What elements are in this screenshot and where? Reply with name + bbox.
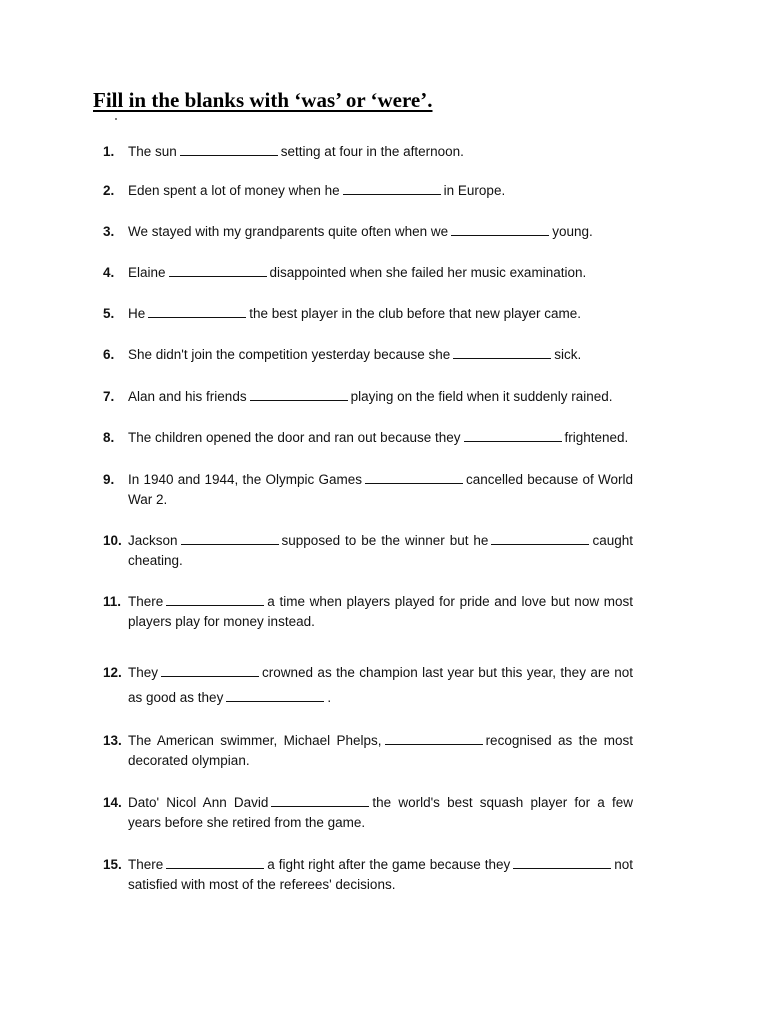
question-item: [103, 263, 633, 283]
answer-blank[interactable]: [365, 471, 463, 484]
question-number: 2.: [103, 183, 115, 198]
question-number: 8.: [103, 430, 115, 445]
question-number: 10.: [103, 533, 122, 548]
answer-blank[interactable]: [451, 223, 549, 236]
question-number: 4.: [103, 265, 115, 280]
stray-mark: [115, 118, 117, 120]
question-item: [103, 142, 633, 162]
question-text: He the best player in the club before that new player came.: [128, 306, 581, 321]
question-number: 12.: [103, 665, 122, 680]
question-item: [103, 345, 633, 365]
answer-blank[interactable]: [513, 856, 611, 869]
question-number: 3.: [103, 224, 115, 239]
answer-blank[interactable]: [181, 532, 279, 545]
answer-blank[interactable]: [271, 794, 369, 807]
question-text: Dato' Nicol Ann David the world's best squash player for a few years before she retired from the game.: [128, 795, 633, 830]
question-number: 5.: [103, 306, 115, 321]
question-item: [103, 387, 633, 407]
question-text: She didn't join the competition yesterday because she sick.: [128, 347, 582, 362]
answer-blank[interactable]: [343, 182, 441, 195]
question-item: [103, 428, 633, 448]
question-number: 14.: [103, 795, 122, 810]
question-item: [103, 592, 633, 632]
question-text: The children opened the door and ran out because they frightened.: [128, 430, 629, 445]
question-text: We stayed with my grandparents quite often when we young.: [128, 224, 593, 239]
question-item: [103, 855, 633, 895]
question-text: There a fight right after the game because they not satisfied with most of the referees' decisions.: [128, 857, 633, 892]
answer-blank[interactable]: [169, 264, 267, 277]
answer-blank[interactable]: [226, 689, 324, 702]
question-number: 13.: [103, 733, 122, 748]
worksheet-title: Fill in the blanks with ‘was’ or ‘were’.: [93, 88, 433, 112]
answer-blank[interactable]: [148, 305, 246, 318]
question-item: [103, 731, 633, 771]
question-text: In 1940 and 1944, the Olympic Games cancelled because of World War 2.: [128, 472, 633, 507]
question-item: [103, 181, 633, 201]
question-text: The sun setting at four in the afternoon.: [128, 144, 464, 159]
answer-blank[interactable]: [453, 346, 551, 359]
question-item: [103, 470, 633, 510]
question-number: 7.: [103, 389, 115, 404]
answer-blank[interactable]: [491, 532, 589, 545]
question-text: Elaine disappointed when she failed her music examination.: [128, 265, 587, 280]
question-text: There a time when players played for pride and love but now most players play for money instead.: [128, 594, 633, 629]
answer-blank[interactable]: [250, 388, 348, 401]
question-item: [103, 304, 633, 324]
question-number: 6.: [103, 347, 115, 362]
question-number: 1.: [103, 144, 115, 159]
question-text: The American swimmer, Michael Phelps, recognised as the most decorated olympian.: [128, 733, 633, 768]
question-item: [103, 793, 633, 833]
question-text: Eden spent a lot of money when he in Europe.: [128, 183, 506, 198]
answer-blank[interactable]: [464, 429, 562, 442]
question-number: 9.: [103, 472, 115, 487]
answer-blank[interactable]: [385, 732, 483, 745]
answer-blank[interactable]: [180, 143, 278, 156]
question-item: [103, 222, 633, 242]
question-item: [103, 531, 633, 571]
answer-blank[interactable]: [166, 593, 264, 606]
question-text: Alan and his friends playing on the field when it suddenly rained.: [128, 389, 613, 404]
question-text: They crowned as the champion last year but this year, they are not as good as they .: [128, 665, 633, 705]
question-number: 15.: [103, 857, 122, 872]
question-number: 11.: [103, 594, 122, 609]
question-text: Jackson supposed to be the winner but he caught cheating.: [128, 533, 633, 568]
answer-blank[interactable]: [166, 856, 264, 869]
question-item: [103, 660, 633, 710]
answer-blank[interactable]: [161, 664, 259, 677]
